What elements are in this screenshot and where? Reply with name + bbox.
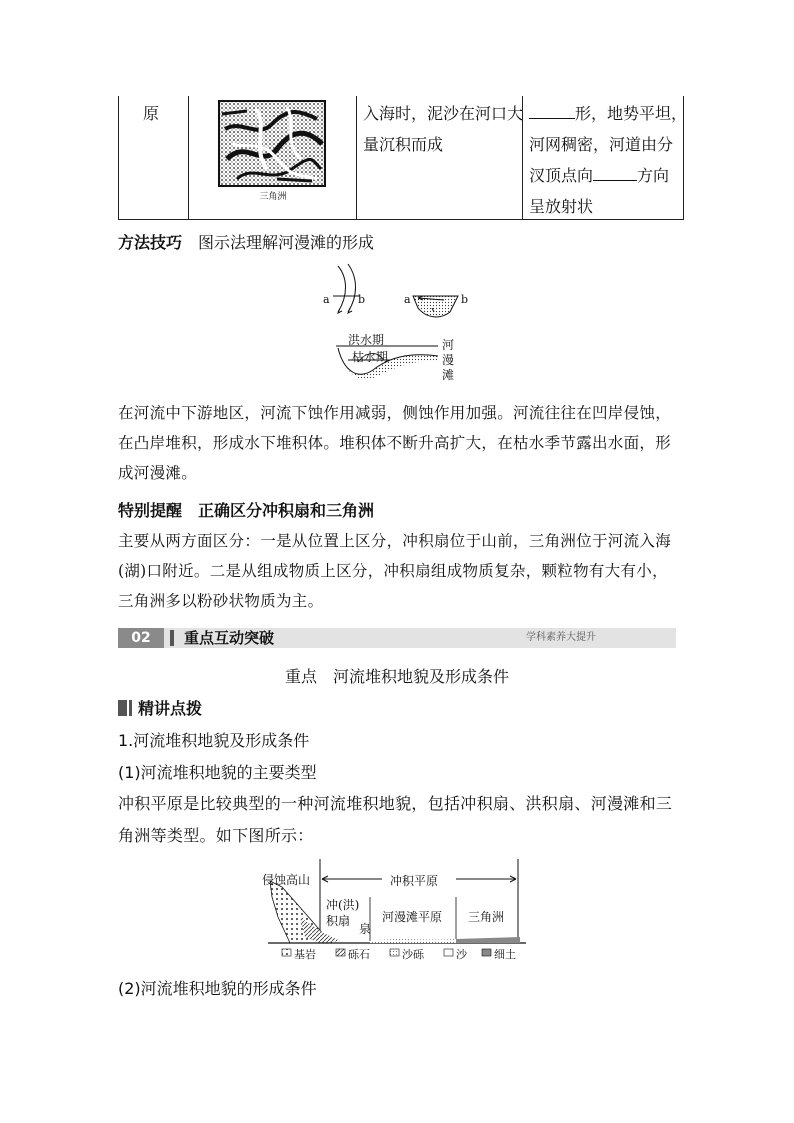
- feature-line-3: [529, 160, 669, 191]
- item-1-1: (1)河流堆积地貌的主要类型: [118, 763, 317, 782]
- label-b2: b: [461, 293, 469, 306]
- item-1: 1.河流堆积地貌及形成条件: [118, 731, 310, 750]
- feature-line-1: [529, 98, 687, 129]
- feature-line-2: 河网稠密，河道由分: [529, 135, 674, 154]
- fan-line: 积扇: [326, 914, 351, 928]
- dry-period-label: 枯水期: [352, 350, 389, 364]
- plain-label: 冲积平原: [390, 874, 439, 888]
- legend-bedrock: 基岩: [294, 948, 316, 961]
- table-divider: [188, 96, 189, 219]
- floodplain-plain-label: 河漫滩平原: [382, 910, 443, 924]
- fill-blank[interactable]: [529, 100, 575, 119]
- method-heading: [118, 230, 374, 253]
- special-title: 正确区分冲积扇和三角洲: [198, 501, 375, 520]
- alluvial-plain-diagram: [260, 857, 530, 963]
- key-point-title: 重点 河流堆积地貌及形成条件: [284, 667, 509, 686]
- floodplain-label: [442, 338, 456, 383]
- feature-text: 方向: [637, 166, 670, 185]
- feature-line-4: 呈放射状: [529, 197, 594, 216]
- section-number: 02: [118, 628, 164, 648]
- plain-paragraph: 冲积平原是比较典型的一种河流堆积地貌，包括冲积扇、洪积扇、河漫滩和三角洲等类型。如下图所示：: [118, 794, 673, 845]
- legend-fine-soil: 细土: [494, 948, 516, 961]
- row-label: 原: [143, 104, 160, 123]
- special-heading: [118, 498, 374, 521]
- fill-blank[interactable]: [593, 162, 637, 181]
- feature-text: 形，地势平坦，: [575, 104, 688, 123]
- legend-sand: 沙: [456, 948, 467, 961]
- section-subtitle: 学科素养大提升: [526, 632, 596, 643]
- flood-period-label: 洪水期: [348, 333, 385, 347]
- image-caption: 三角洲: [259, 192, 287, 202]
- section-label: 精讲点拨: [138, 699, 203, 718]
- fan-line: 冲(洪): [326, 898, 360, 912]
- fan-label: [326, 897, 359, 929]
- feature-text: 汊顶点向: [529, 166, 594, 185]
- delta-map-image: [217, 99, 329, 207]
- cause-line-2: 量沉积而成: [363, 135, 444, 154]
- floodplain-paragraph: 在河流中下游地区，河流下蚀作用减弱，侧蚀作用加强。河流往往在凹岸侵蚀，在凸岸堆积，形成水下堆积体。堆积体不断升高扩大，在枯水季节露出水面，形成河漫滩。: [118, 404, 672, 482]
- cause-line-1: 入海时，泥沙在河口大: [363, 104, 524, 123]
- legend-gravel: 砾石: [348, 948, 370, 961]
- method-title: 图示法理解河漫滩的形成: [198, 233, 375, 252]
- mountain-label: 侵蚀高山: [262, 873, 311, 887]
- landform-table-row: [118, 96, 688, 220]
- floodplain-char: 河: [442, 338, 455, 352]
- special-label: 特别提醒: [118, 501, 183, 520]
- marker-icon: [118, 700, 132, 716]
- section-title: 重点互动突破: [184, 629, 275, 647]
- label-b: b: [358, 293, 366, 306]
- section-banner: [118, 628, 676, 648]
- item-1-2: (2)河流堆积地貌的形成条件: [118, 979, 317, 998]
- banner-bar: [170, 630, 174, 646]
- floodplain-char: 滩: [442, 368, 455, 382]
- table-divider: [356, 96, 357, 219]
- legend-sand-gravel: 沙砾: [402, 948, 424, 961]
- floodplain-char: 漫: [442, 353, 455, 367]
- label-a: a: [323, 293, 330, 306]
- delta-label: 三角洲: [468, 910, 505, 924]
- label-a2: a: [404, 293, 411, 306]
- spring-label: 泉: [359, 922, 372, 936]
- section-marker: [118, 696, 202, 719]
- distinguish-paragraph: 主要从两方面区分：一是从位置上区分，冲积扇位于山前，三角洲位于河流入海(湖)口附近。二是从组成物质上区分，冲积扇组成物质复杂，颗粒物有大有小，三角洲多以粉砂状物质为主。: [118, 532, 672, 610]
- floodplain-diagram: [318, 262, 478, 384]
- method-label: 方法技巧: [118, 233, 183, 252]
